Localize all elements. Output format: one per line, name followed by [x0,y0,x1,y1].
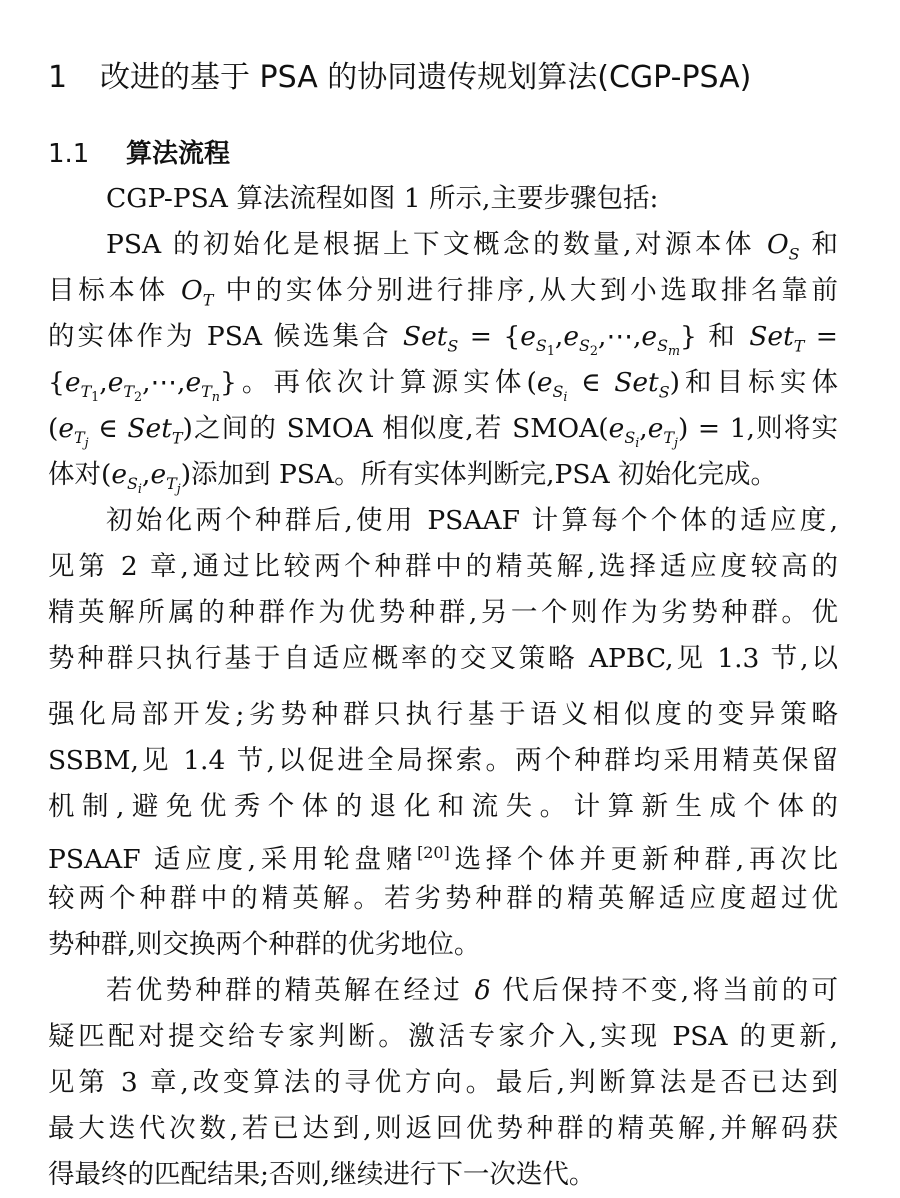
paragraph-line: 得最终的匹配结果;否则,继续进行下一次迭代。 [48,1159,596,1190]
paragraph-line: $\{e_{T_1},e_{T_2},\cdots,e_{T_n}\}$。再依次计算源实体($e_{S_i}$ ∈ Set$_S$)和目标实体 [48,367,838,405]
paragraph-line: SSBM,见 1.4 节,以促进全局探索。两个种群均采用精英保留 [48,745,838,776]
paragraph-line: ($e_{T_j}$ ∈ Set$_T$)之间的 SMOA 相似度,若 $SMOA(e_{S_i},e_{T_j}) = 1$,则将实 [48,413,838,451]
paragraph-line: 初始化两个种群后,使用 PSAAF 计算每个个体的适应度, [106,505,838,536]
paragraph-line: 精英解所属的种群作为优势种群,另一个则作为劣势种群。优 [48,597,838,628]
section-title: 改进的基于 PSA 的协同遗传规划算法(CGP-PSA) [100,60,752,95]
paragraph-line: 目标本体 $O_T$ 中的实体分别进行排序,从大到小选取排名靠前 [48,275,838,310]
paragraph-line: 较两个种群中的精英解。若劣势种群的精英解适应度超过优 [48,883,838,914]
subsection-number: 1.1 [48,139,90,169]
paragraph-line: 若优势种群的精英解在经过 δ 代后保持不变,将当前的可 [106,975,838,1006]
paragraph-line: 最大迭代次数,若已达到,则返回优势种群的精英解,并解码获 [48,1113,838,1144]
paragraph-line: 疑匹配对提交给专家判断。激活专家介入,实现 PSA 的更新, [48,1021,838,1052]
paragraph-line: 见第 3 章,改变算法的寻优方向。最后,判断算法是否已达到 [48,1067,838,1098]
citation-ref: [20] [417,843,450,862]
subsection-title: 算法流程 [126,139,231,169]
paragraph-line: PSA 的初始化是根据上下文概念的数量,对源本体 $O_S$ 和 [106,229,838,264]
paragraph-line: CGP-PSA 算法流程如图 1 所示,主要步骤包括: [106,183,659,214]
paragraph-line: 的实体作为 PSA 候选集合 $Set_S = \{e_{S_1},e_{S_2},\cdots,e_{S_m}\}$ 和 Set$_T$ = [48,321,838,359]
subsection-heading [48,133,230,170]
paragraph-line: 势种群,则交换两个种群的优劣地位。 [48,929,481,960]
paragraph-line: 势种群只执行基于自适应概率的交叉策略 APBC,见 1.3 节,以 [48,643,838,674]
section-number: 1 [48,60,68,95]
body-text [48,176,838,1198]
paragraph-line: 体对$(e_{S_i},e_{T_j})$添加到 PSA。所有实体判断完,PSA 初始化完成。 [48,459,778,497]
paragraph-line: 强化局部开发;劣势种群只执行基于语义相似度的变异策略 [48,699,838,730]
paragraph-line: 机制,避免优秀个体的退化和流失。计算新生成个体的 [48,791,838,822]
paragraph-line: 见第 2 章,通过比较两个种群中的精英解,选择适应度较高的 [48,551,838,582]
section-heading [48,52,751,96]
paragraph-line: PSAAF 适应度,采用轮盘赌[20]选择个体并更新种群,再次比 [48,843,838,875]
